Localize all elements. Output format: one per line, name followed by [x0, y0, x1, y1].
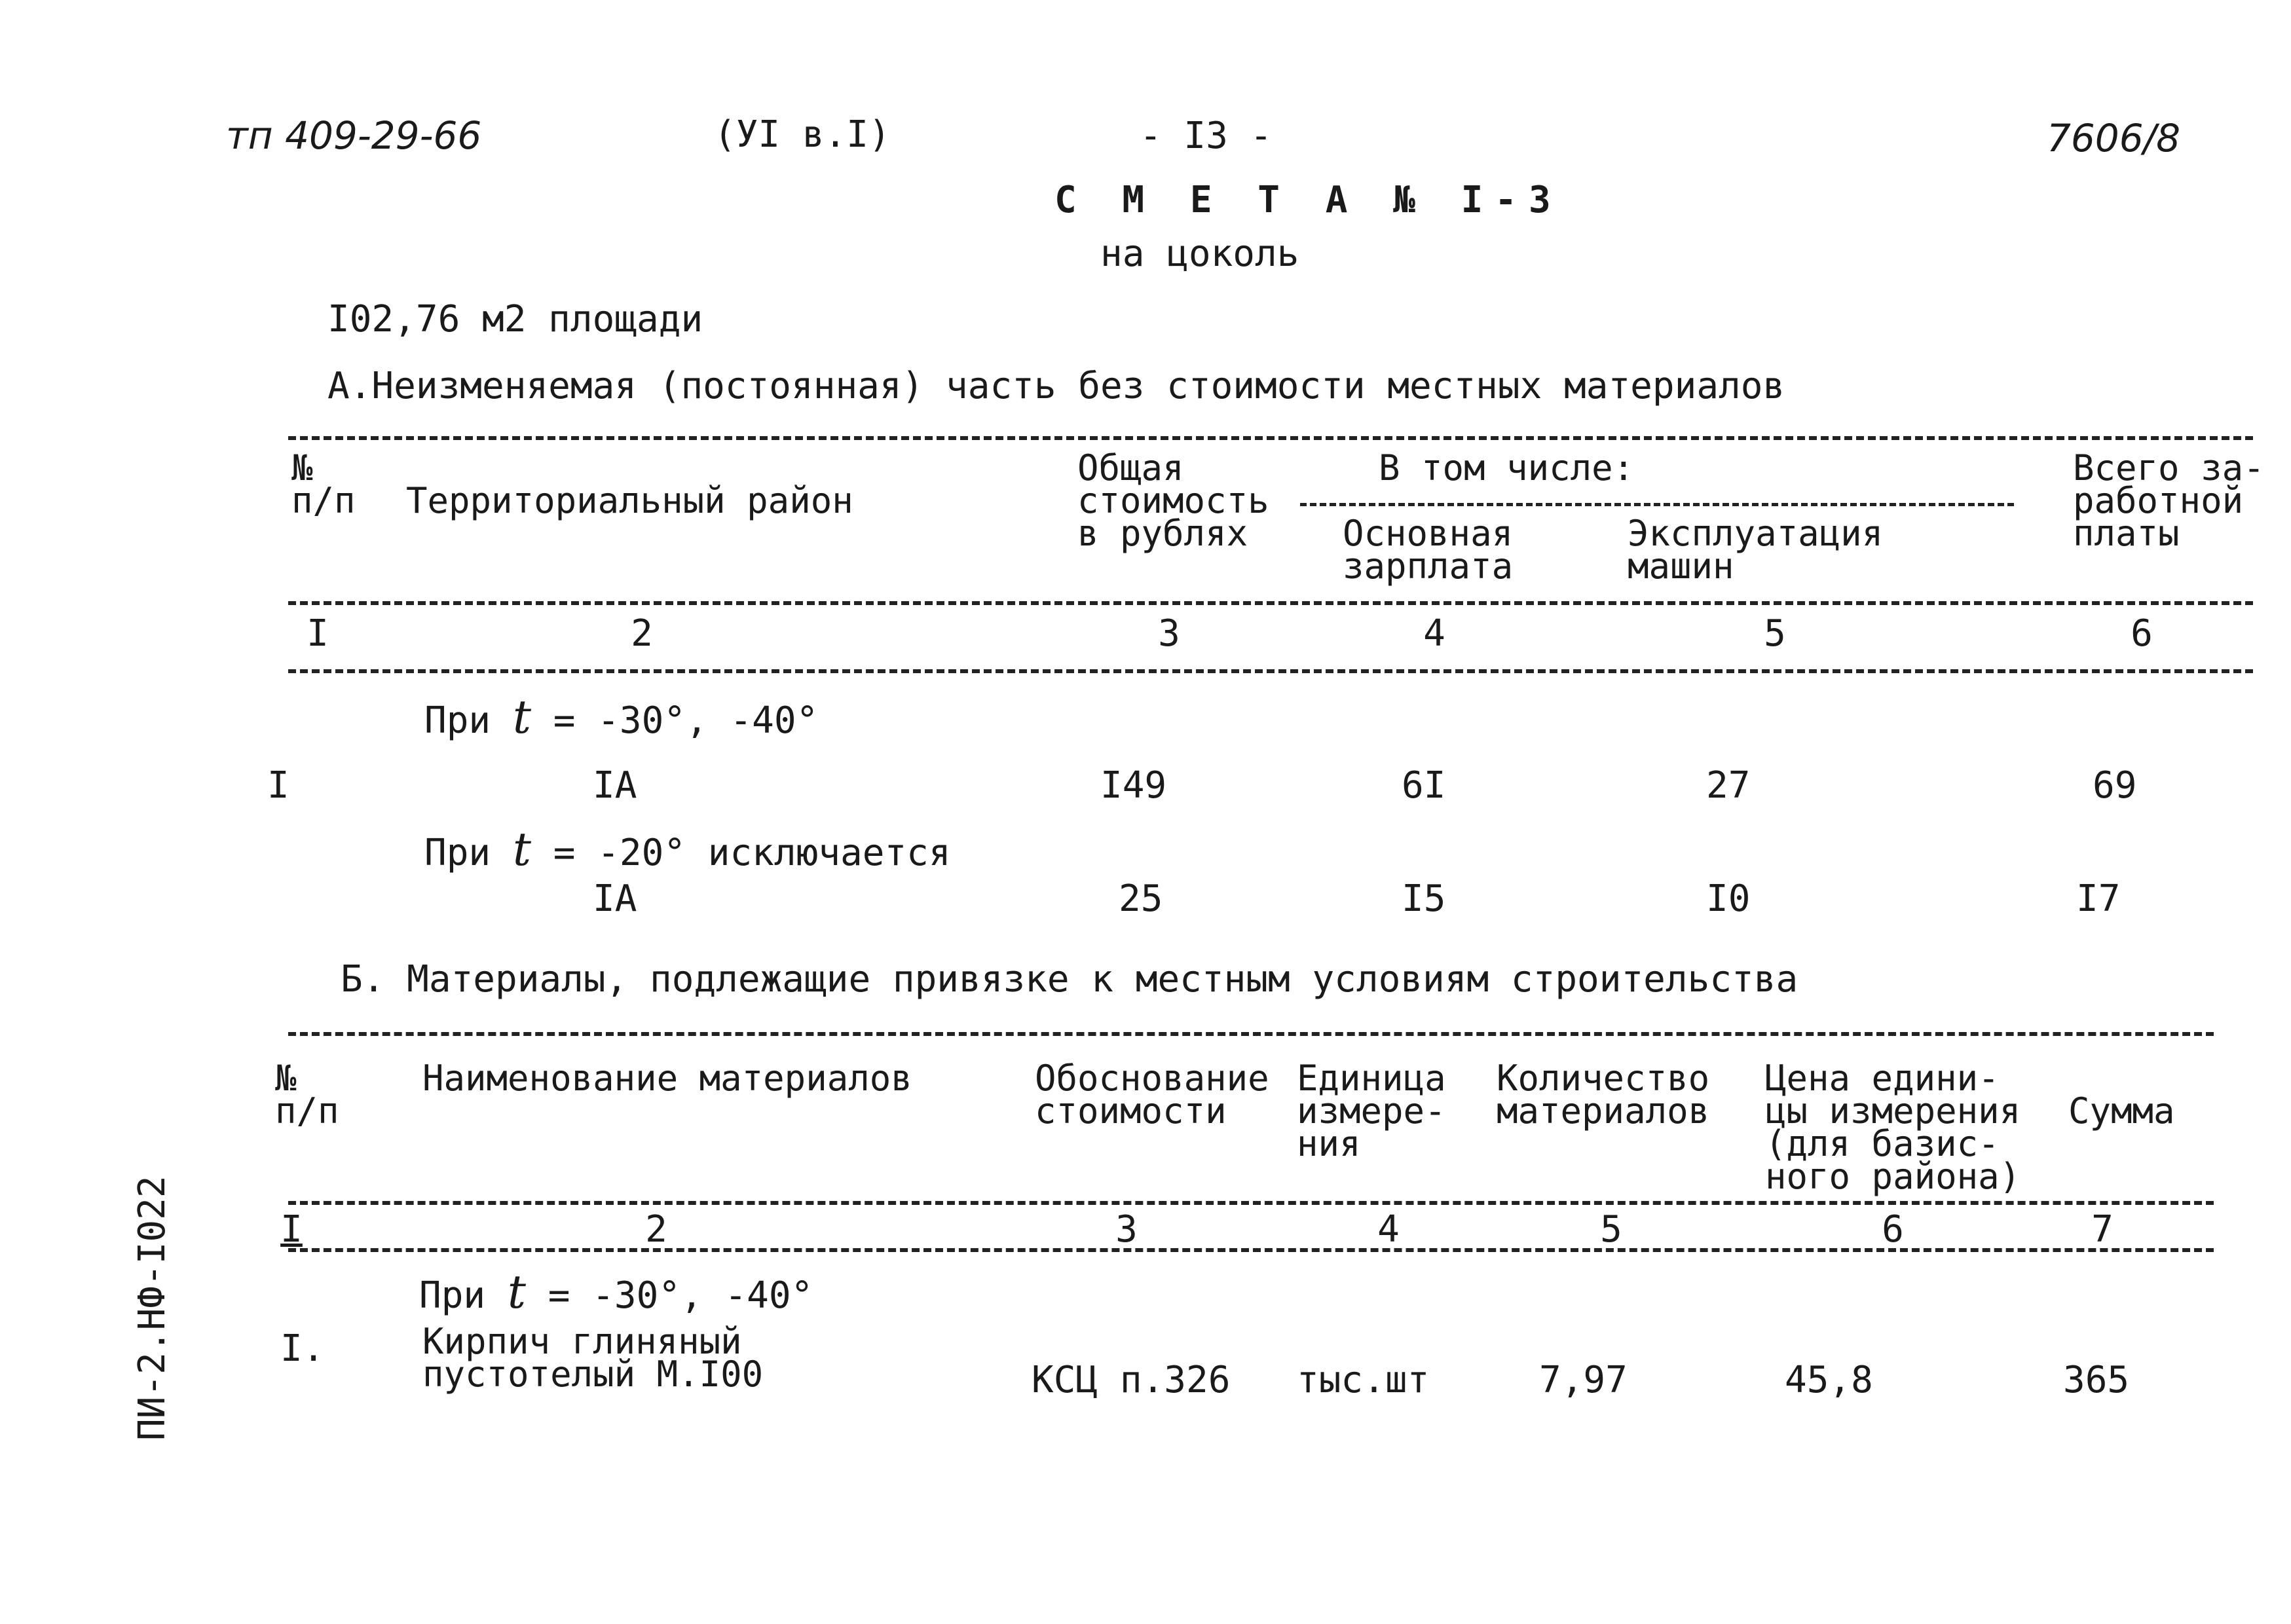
temperature-symbol: t — [512, 822, 532, 876]
condition-prefix: При — [424, 699, 491, 742]
table-a-row1-num: I — [267, 764, 289, 807]
table-b-row1-qty: 7,97 — [1539, 1359, 1628, 1401]
table-b-colnum-7: 7 — [2091, 1208, 2114, 1251]
page-number: - I3 - — [1140, 115, 1273, 157]
table-a-row1-district: IA — [593, 764, 637, 807]
table-b-header-unit: Единица измере- ния — [1297, 1058, 1446, 1164]
area-note: I02,76 м2 площади — [327, 298, 703, 341]
table-b-colnum-2: 2 — [645, 1208, 667, 1251]
condition-prefix: При — [419, 1274, 486, 1317]
table-a-colnum-4: 4 — [1423, 612, 1445, 655]
document-code: тп 409-29-66 — [226, 113, 482, 158]
table-a-header-salary: Основная зарплата — [1343, 513, 1514, 587]
table-b-condition-1 — [419, 1265, 813, 1319]
table-a-colnum-rule — [288, 669, 2253, 673]
table-a-row2-wages: I7 — [2076, 877, 2121, 920]
table-a-top-rule — [288, 436, 2253, 440]
table-a-row2-district: IA — [593, 877, 637, 920]
table-a-row1-salary: 6I — [1402, 764, 1446, 807]
condition-prefix: При — [424, 832, 491, 874]
table-b-header-sum: Сумма — [2068, 1090, 2175, 1132]
table-a-row1-machines: 27 — [1706, 764, 1751, 807]
table-a-row1-total: I49 — [1100, 764, 1167, 807]
table-a-header-total: Общая стоимость в рублях — [1077, 447, 1269, 554]
table-a-condition-2 — [424, 822, 951, 876]
table-a-colnum-2: 2 — [631, 612, 653, 655]
table-b-colnum-1: I — [280, 1208, 303, 1251]
table-b-colnum-6: 6 — [1882, 1208, 1904, 1251]
table-b-row1-name: Кирпич глиняный пустотелый М.I00 — [422, 1321, 764, 1395]
table-a-including-rule — [1300, 503, 2014, 506]
table-b-colnum-rule — [288, 1248, 2214, 1252]
inventory-number: 7606/8 — [2047, 116, 2181, 160]
table-a-row2-total: 25 — [1119, 877, 1163, 920]
table-b-row1-unit: тыс.шт — [1297, 1359, 1430, 1401]
table-b-row1-basis: КСЦ п.326 — [1032, 1359, 1231, 1401]
table-b-colnum-5: 5 — [1600, 1208, 1622, 1251]
condition-text: = -20° исключается — [553, 832, 951, 874]
temperature-symbol: t — [512, 690, 532, 744]
table-b-header-name: Наименование материалов — [422, 1058, 912, 1099]
table-a-header-num: № п/п — [291, 447, 356, 521]
table-a-colnum-3: 3 — [1158, 612, 1180, 655]
table-a-colnum-5: 5 — [1764, 612, 1786, 655]
table-a-header-wages: Всего за- работной платы — [2073, 447, 2265, 554]
condition-text: = -30°, -40° — [548, 1274, 813, 1317]
table-a-row2-salary: I5 — [1402, 877, 1446, 920]
condition-text: = -30°, -40° — [553, 699, 819, 742]
table-b-row1-price: 45,8 — [1785, 1359, 1873, 1401]
volume-label: (УI в.I) — [714, 113, 891, 156]
table-b-colnum-4: 4 — [1377, 1208, 1400, 1251]
table-a-header-district: Территориальный район — [406, 480, 853, 521]
table-b-row1-sum: 365 — [2063, 1359, 2130, 1401]
section-a-heading: А.Неизменяемая (постоянная) часть без стоимости местных материалов — [327, 365, 1785, 407]
document-title: С М Е Т А № I-3 — [1054, 179, 1563, 221]
section-b-heading: Б. Материалы, подлежащие привязке к местным условиям строительства — [341, 958, 1798, 1001]
table-a-header-including: В том числе: — [1379, 447, 1635, 489]
table-a-condition-1 — [424, 690, 819, 744]
temperature-symbol: t — [507, 1265, 527, 1319]
table-a-colnum-6: 6 — [2131, 612, 2153, 655]
table-b-header-price: Цена едини- цы измерения (для базис- ного района) — [1765, 1058, 2021, 1197]
table-a-colnum-1: I — [307, 612, 329, 655]
table-a-row2-machines: I0 — [1706, 877, 1751, 920]
table-b-row1-num: I. — [280, 1327, 325, 1370]
table-a-header-rule — [288, 601, 2253, 605]
table-b-header-qty: Количество материалов — [1497, 1058, 1710, 1132]
table-b-header-rule — [288, 1201, 2214, 1205]
table-b-header-basis: Обоснование стоимости — [1035, 1058, 1269, 1132]
table-b-colnum-3: 3 — [1115, 1208, 1138, 1251]
table-b-header-num: № п/п — [275, 1058, 339, 1132]
table-a-header-machines: Эксплуатация машин — [1628, 513, 1884, 587]
side-stamp: ПИ-2.НФ-I022 — [131, 1175, 174, 1441]
document-subtitle: на цоколь — [1100, 232, 1299, 275]
table-a-row1-wages: 69 — [2093, 764, 2137, 807]
table-b-top-rule — [288, 1032, 2214, 1036]
